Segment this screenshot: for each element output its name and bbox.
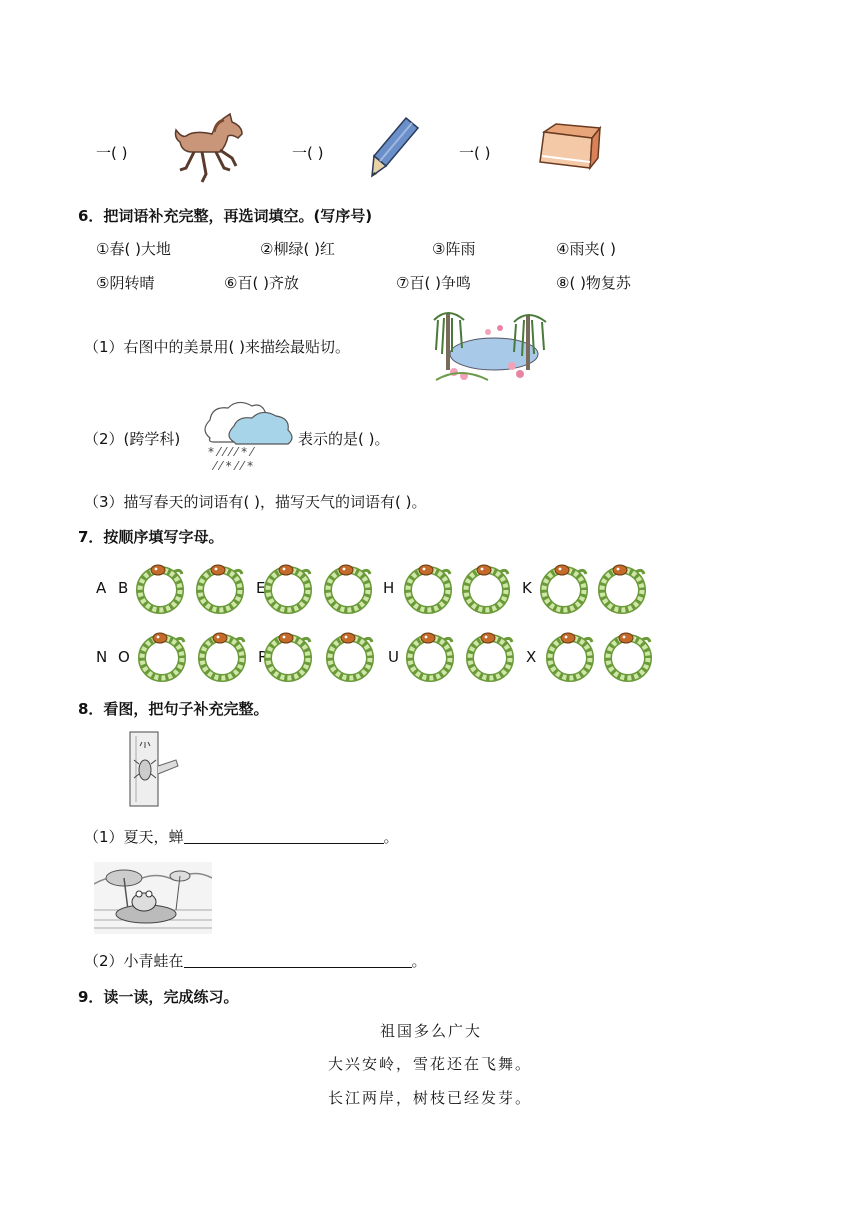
- question-7-title: 7．按顺序填写字母。: [78, 528, 224, 546]
- svg-text:⁄ ⁄ * ⁄ ⁄ *: ⁄ ⁄ * ⁄ ⁄ *: [214, 459, 254, 473]
- q6-sub2-prefix: （2）(跨学科): [84, 430, 181, 448]
- snake-blank-icon[interactable]: [404, 630, 456, 682]
- question-8-title: 8．看图，把句子补充完整。: [78, 700, 269, 718]
- measure-blank-book: 一( ): [459, 144, 491, 162]
- snake-blank-icon[interactable]: [596, 562, 648, 614]
- q6-sub3: （3）描写春天的词语有( )，描写天气的词语有( )。: [84, 493, 427, 511]
- option-2: ②柳绿( )红: [260, 240, 335, 258]
- answer-line-2[interactable]: [184, 953, 412, 968]
- svg-text:* ⁄ ⁄ ⁄ ⁄ * ⁄: * ⁄ ⁄ ⁄ ⁄ * ⁄: [208, 445, 253, 459]
- q8-sub1: （1）夏天，蝉 。: [84, 828, 399, 846]
- spring-scene-picture: [430, 306, 552, 384]
- letter-B: B: [118, 579, 129, 597]
- snake-blank-icon[interactable]: [262, 562, 314, 614]
- option-8: ⑧( )物复苏: [556, 274, 631, 292]
- answer-line-1[interactable]: [184, 829, 384, 844]
- snake-blank-icon[interactable]: [538, 562, 590, 614]
- letter-X: X: [526, 648, 537, 666]
- letter-A: A: [96, 579, 107, 597]
- snake-blank-icon[interactable]: [194, 562, 246, 614]
- letter-R: R: [258, 648, 269, 666]
- sleet-cloud-icon: [200, 398, 298, 474]
- poem-title: 祖国多么广大: [380, 1022, 483, 1040]
- snake-blank-icon[interactable]: [460, 562, 512, 614]
- snake-blank-icon[interactable]: [402, 562, 454, 614]
- option-6: ⑥百( )齐放: [224, 274, 299, 292]
- option-4: ④雨夹( ): [556, 240, 616, 258]
- snake-blank-icon[interactable]: [464, 630, 516, 682]
- pencil-picture: [368, 116, 420, 178]
- letter-N: N: [96, 648, 108, 666]
- letter-K: K: [522, 579, 532, 597]
- poem-line-2: 长江两岸，树枝已经发芽。: [328, 1089, 533, 1107]
- book-picture: [536, 122, 602, 174]
- snake-blank-icon[interactable]: [136, 630, 188, 682]
- letter-O: O: [118, 648, 130, 666]
- horse-picture: [172, 112, 248, 186]
- snake-blank-icon[interactable]: [262, 630, 314, 682]
- letter-U: U: [388, 648, 399, 666]
- q6-sub1: （1）右图中的美景用( )来描绘最贴切。: [84, 338, 351, 356]
- option-3: ③阵雨: [432, 240, 476, 258]
- snake-blank-icon[interactable]: [196, 630, 248, 682]
- option-7: ⑦百( )争鸣: [396, 274, 471, 292]
- snake-blank-icon[interactable]: [134, 562, 186, 614]
- snake-blank-icon[interactable]: [602, 630, 654, 682]
- snake-blank-icon[interactable]: [324, 630, 376, 682]
- poem-line-1: 大兴安岭，雪花还在飞舞。: [328, 1055, 533, 1073]
- snake-blank-icon[interactable]: [322, 562, 374, 614]
- option-1: ①春( )大地: [96, 240, 171, 258]
- frog-on-lotus-picture: [94, 862, 212, 934]
- measure-blank-horse: 一( ): [96, 144, 128, 162]
- snake-blank-icon[interactable]: [544, 630, 596, 682]
- q6-sub2-suffix: 表示的是( )。: [298, 430, 390, 448]
- option-5: ⑤阴转晴: [96, 274, 155, 292]
- letter-E: E: [256, 579, 266, 597]
- question-6-title: 6．把词语补充完整，再选词填空。(写序号): [78, 207, 373, 225]
- q8-sub2: （2）小青蛙在 。: [84, 952, 427, 970]
- cicada-on-tree-picture: [126, 730, 182, 808]
- letter-H: H: [383, 579, 395, 597]
- question-9-title: 9．读一读，完成练习。: [78, 988, 239, 1006]
- measure-blank-pencil: 一( ): [292, 144, 324, 162]
